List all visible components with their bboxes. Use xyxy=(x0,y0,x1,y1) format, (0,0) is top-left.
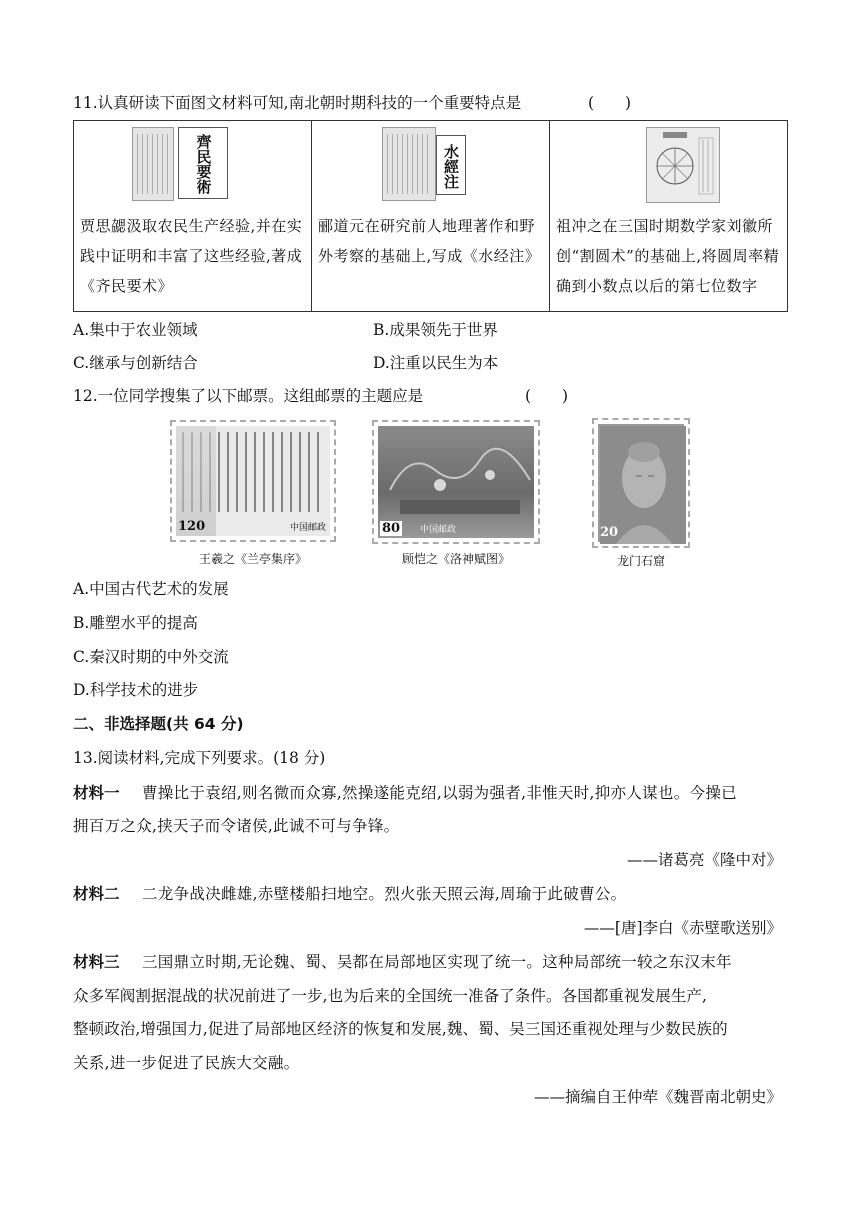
stamp-value: 80 xyxy=(382,521,401,536)
stamp-luoshenfutu xyxy=(372,420,540,544)
material-3-source: ——摘编自王仲荦《魏晋南北朝史》 xyxy=(533,1088,782,1106)
q12-option-b: B.雕塑水平的提高 xyxy=(73,614,198,632)
q11-option-a: A.集中于农业领域 xyxy=(73,321,198,339)
painting-figures-icon xyxy=(380,430,536,524)
q12-option-c: C.秦汉时期的中外交流 xyxy=(73,648,229,666)
q11-cell-shuijingzhu xyxy=(312,121,550,311)
qi-min-yao-shu-title-card: 齊民要術 xyxy=(194,134,213,194)
stamp-post-label: 中国邮政 xyxy=(420,525,457,535)
material-3-text: 众多军阀割据混战的状况前进了一步,也为后来的全国统一准备了条件。各国都重视发展生产, xyxy=(73,987,708,1005)
qi-min-yao-shu-book-image xyxy=(132,127,232,203)
shui-jing-zhu-title-card: 水經注 xyxy=(442,143,460,189)
q12-stem: 12.一位同学搜集了以下邮票。这组邮票的主题应是 xyxy=(73,387,424,405)
stamp-post-label: 中国邮政 xyxy=(289,523,326,533)
q12-option-a: A.中国古代艺术的发展 xyxy=(73,580,229,598)
stamp-caption: 顾恺之《洛神赋图》 xyxy=(401,552,510,566)
stamp-value: 20 xyxy=(600,525,619,540)
material-1-label: 材料一 xyxy=(73,784,120,802)
q11-cell-qiminyaoshu xyxy=(74,121,312,311)
material-3-label: 材料三 xyxy=(73,953,120,971)
circle-diagram-icon xyxy=(647,128,719,202)
material-1-text: 拥百万之众,挟天子而令诸侯,此诚不可与争锋。 xyxy=(73,817,400,835)
q11-option-b: B.成果领先于世界 xyxy=(373,321,498,339)
section-heading: 二、非选择题(共 64 分) xyxy=(73,715,244,733)
stamp-caption: 王羲之《兰亭集序》 xyxy=(198,552,307,566)
stamp-caption: 龙门石窟 xyxy=(616,554,665,568)
q13-stem: 13.阅读材料,完成下列要求。(18 分) xyxy=(73,749,326,767)
material-2-label: 材料二 xyxy=(73,885,120,903)
stamp-longmen xyxy=(592,418,690,548)
q12-option-d: D.科学技术的进步 xyxy=(73,681,199,699)
material-1-source: ——诸葛亮《隆中对》 xyxy=(626,851,782,869)
q11-stem: 11.认真研读下面图文材料可知,南北朝时期科技的一个重要特点是 xyxy=(73,94,522,112)
material-3-text: 整顿政治,增强国力,促进了局部地区经济的恢复和发展,魏、蜀、吴三国还重视处理与少数民族的 xyxy=(73,1020,728,1038)
material-3-text: 关系,进一步促进了民族大交融。 xyxy=(73,1054,300,1072)
q11-option-c: C.继承与创新结合 xyxy=(73,354,198,372)
zu-chongzhi-diagram-page-image xyxy=(646,127,718,203)
material-2-source: ——[唐]李白《赤壁歌送别》 xyxy=(583,919,782,937)
material-1-text: 曹操比于袁绍,则名微而众寡,然操遂能克绍,以弱为强者,非惟天时,抑亦人谋也。今操已 xyxy=(142,784,737,802)
q11-answer-paren: ( ) xyxy=(588,94,632,112)
q11-cell-text: 郦道元在研究前人地理著作和野外考察的基础上,写成《水经注》 xyxy=(318,217,541,265)
q12-answer-paren: ( ) xyxy=(525,387,569,405)
stamp-value: 120 xyxy=(178,519,206,534)
q11-option-d: D.注重以民生为本 xyxy=(373,354,499,372)
shui-jing-zhu-book-image xyxy=(382,127,482,203)
material-3-text: 三国鼎立时期,无论魏、蜀、吴都在局部地区实现了统一。这种局部统一较之东汉末年 xyxy=(142,953,732,971)
material-2-text: 二龙争战决雌雄,赤壁楼船扫地空。烈火张天照云海,周瑜于此破曹公。 xyxy=(142,885,627,903)
q11-material-table xyxy=(73,120,788,312)
q11-cell-zuchongzhi xyxy=(550,121,787,311)
q11-cell-text: 贾思勰汲取农民生产经验,并在实践中证明和丰富了这些经验,著成《齐民要术》 xyxy=(80,217,303,295)
stamp-lantingjixu xyxy=(170,420,336,542)
q11-cell-text: 祖冲之在三国时期数学家刘徽所创“割圆术”的基础上,将圆周率精确到小数点以后的第七位数字 xyxy=(556,217,780,295)
